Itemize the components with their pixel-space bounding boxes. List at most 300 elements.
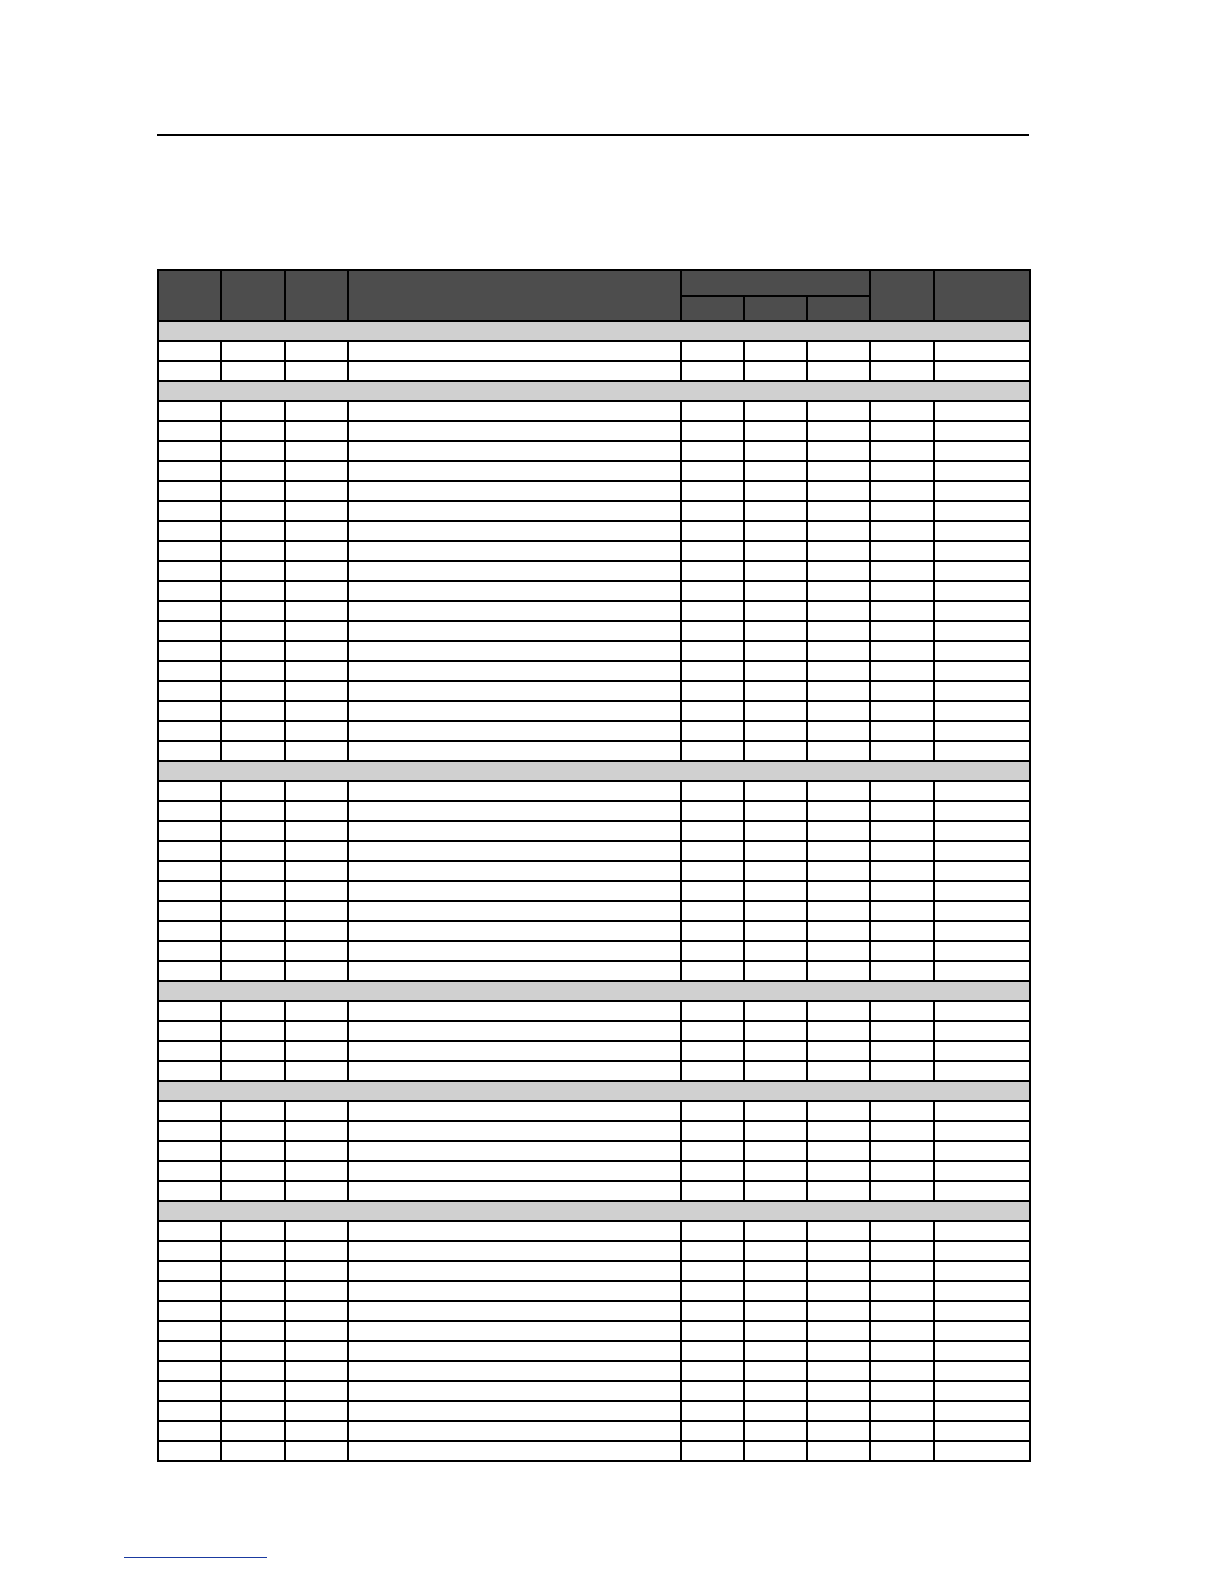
table-cell: [807, 441, 870, 461]
table-cell: [681, 1241, 744, 1261]
table-cell: [681, 561, 744, 581]
table-cell: [348, 1261, 681, 1281]
table-cell: [348, 821, 681, 841]
table-cell: [285, 781, 348, 801]
table-cell: [221, 1441, 285, 1461]
table-cell: [221, 501, 285, 521]
table-cell: [744, 481, 807, 501]
table-cell: [158, 801, 221, 821]
table-cell: [221, 481, 285, 501]
table-cell: [348, 621, 681, 641]
table-cell: [285, 1441, 348, 1461]
table-cell: [807, 681, 870, 701]
table-cell: [158, 741, 221, 761]
table-cell: [158, 1041, 221, 1061]
table-cell: [807, 881, 870, 901]
table-cell: [807, 1441, 870, 1461]
table-cell: [744, 461, 807, 481]
table-cell: [285, 521, 348, 541]
table-cell: [744, 821, 807, 841]
table-cell: [285, 901, 348, 921]
table-row: [158, 841, 1030, 861]
table-cell: [681, 1281, 744, 1301]
table-cell: [681, 1121, 744, 1141]
table-cell: [158, 561, 221, 581]
table-cell: [870, 1381, 934, 1401]
table-cell: [744, 341, 807, 361]
table-cell: [681, 861, 744, 881]
table-cell: [221, 541, 285, 561]
table-cell: [870, 1321, 934, 1341]
section-row: [158, 321, 1030, 341]
table-cell: [681, 461, 744, 481]
table-row: [158, 1421, 1030, 1441]
table-cell: [934, 1341, 1030, 1361]
table-cell: [285, 1001, 348, 1021]
table-cell: [681, 501, 744, 521]
table-cell: [221, 1241, 285, 1261]
table-cell: [221, 1381, 285, 1401]
table-cell: [681, 421, 744, 441]
table-cell: [870, 1141, 934, 1161]
table-cell: [158, 921, 221, 941]
table-cell: [285, 921, 348, 941]
table-cell: [285, 1141, 348, 1161]
table-row: [158, 1101, 1030, 1121]
table-cell: [934, 481, 1030, 501]
table-cell: [348, 921, 681, 941]
table-cell: [158, 1161, 221, 1181]
table-cell: [807, 1021, 870, 1041]
table-cell: [807, 361, 870, 381]
data-table: [157, 269, 1031, 1462]
table-cell: [744, 1441, 807, 1461]
table-cell: [870, 1361, 934, 1381]
section-row: [158, 381, 1030, 401]
table-cell: [870, 1421, 934, 1441]
table-cell: [348, 1141, 681, 1161]
table-cell: [934, 921, 1030, 941]
table-cell: [348, 681, 681, 701]
table-cell: [285, 341, 348, 361]
table-cell: [158, 361, 221, 381]
table-cell: [870, 1061, 934, 1081]
table-cell: [870, 1341, 934, 1361]
table-cell: [285, 581, 348, 601]
table-cell: [807, 401, 870, 421]
table-cell: [348, 421, 681, 441]
table-cell: [681, 801, 744, 821]
table-cell: [221, 681, 285, 701]
table-cell: [870, 701, 934, 721]
table-cell: [285, 1161, 348, 1181]
table-cell: [681, 681, 744, 701]
table-cell: [285, 1061, 348, 1081]
header-col-9: [934, 270, 1030, 321]
table-cell: [870, 421, 934, 441]
table-cell: [285, 1241, 348, 1261]
table-cell: [870, 461, 934, 481]
table-cell: [870, 881, 934, 901]
table-cell: [285, 1121, 348, 1141]
table-cell: [681, 661, 744, 681]
table-cell: [934, 941, 1030, 961]
table-row: [158, 921, 1030, 941]
table-cell: [348, 861, 681, 881]
table-cell: [348, 401, 681, 421]
table-cell: [807, 581, 870, 601]
table-row: [158, 961, 1030, 981]
table-row: [158, 1021, 1030, 1041]
table-cell: [221, 881, 285, 901]
table-cell: [158, 701, 221, 721]
table-cell: [681, 1441, 744, 1461]
table-cell: [807, 1401, 870, 1421]
table-cell: [807, 1241, 870, 1261]
table-cell: [681, 881, 744, 901]
table-cell: [158, 1141, 221, 1161]
table-cell: [285, 1181, 348, 1201]
table-cell: [285, 1321, 348, 1341]
table-row: [158, 441, 1030, 461]
table-row: [158, 1381, 1030, 1401]
table-cell: [681, 1061, 744, 1081]
table-cell: [348, 581, 681, 601]
table-cell: [744, 621, 807, 641]
header-col-1: [158, 270, 221, 321]
table-cell: [807, 921, 870, 941]
table-cell: [807, 701, 870, 721]
table-cell: [934, 1181, 1030, 1201]
table-cell: [870, 941, 934, 961]
table-cell: [158, 861, 221, 881]
header-col-8: [870, 270, 934, 321]
table-cell: [934, 361, 1030, 381]
table-cell: [681, 341, 744, 361]
table-row: [158, 621, 1030, 641]
table-cell: [807, 1341, 870, 1361]
table-cell: [681, 1221, 744, 1241]
table-cell: [285, 861, 348, 881]
table-cell: [870, 861, 934, 881]
table-row: [158, 881, 1030, 901]
table-cell: [870, 1301, 934, 1321]
table-cell: [807, 1221, 870, 1241]
table-cell: [744, 421, 807, 441]
table-cell: [158, 681, 221, 701]
table-cell: [158, 461, 221, 481]
table-cell: [158, 881, 221, 901]
table-row: [158, 1341, 1030, 1361]
table-cell: [681, 741, 744, 761]
table-cell: [807, 1041, 870, 1061]
table-cell: [870, 921, 934, 941]
table-cell: [870, 1161, 934, 1181]
table-cell: [348, 341, 681, 361]
table-cell: [934, 881, 1030, 901]
table-cell: [348, 441, 681, 461]
table-cell: [870, 341, 934, 361]
table-cell: [934, 1301, 1030, 1321]
table-cell: [681, 1421, 744, 1441]
table-cell: [221, 1141, 285, 1161]
table-row: [158, 501, 1030, 521]
table-cell: [744, 961, 807, 981]
table-cell: [934, 341, 1030, 361]
table-cell: [807, 1001, 870, 1021]
table-cell: [934, 741, 1030, 761]
table-row: [158, 1241, 1030, 1261]
table-cell: [681, 1101, 744, 1121]
table-cell: [221, 441, 285, 461]
table-cell: [348, 741, 681, 761]
table-cell: [285, 881, 348, 901]
table-cell: [221, 821, 285, 841]
table-cell: [934, 781, 1030, 801]
table-cell: [681, 921, 744, 941]
table-cell: [870, 801, 934, 821]
table-row: [158, 681, 1030, 701]
table-cell: [807, 821, 870, 841]
table-cell: [221, 661, 285, 681]
table-row: [158, 1441, 1030, 1461]
table-row: [158, 461, 1030, 481]
table-cell: [285, 1401, 348, 1421]
table-cell: [158, 661, 221, 681]
table-cell: [807, 1061, 870, 1081]
table-cell: [744, 1341, 807, 1361]
table-cell: [158, 1341, 221, 1361]
table-cell: [934, 961, 1030, 981]
table-cell: [934, 1221, 1030, 1241]
table-cell: [681, 1361, 744, 1381]
table-cell: [158, 1241, 221, 1261]
table-cell: [807, 501, 870, 521]
table-cell: [934, 1401, 1030, 1421]
table-cell: [221, 721, 285, 741]
table-cell: [870, 1261, 934, 1281]
table-cell: [807, 421, 870, 441]
table-cell: [681, 901, 744, 921]
table-cell: [348, 1381, 681, 1401]
table-cell: [934, 841, 1030, 861]
table-cell: [681, 621, 744, 641]
table-row: [158, 901, 1030, 921]
table-cell: [934, 1161, 1030, 1181]
table-cell: [744, 1401, 807, 1421]
table-cell: [934, 601, 1030, 621]
header-col-3: [285, 270, 348, 321]
table-cell: [348, 641, 681, 661]
table-cell: [934, 1381, 1030, 1401]
table-cell: [285, 1261, 348, 1281]
table-cell: [744, 1381, 807, 1401]
table-cell: [934, 821, 1030, 841]
header-col-4: [348, 270, 681, 321]
table-cell: [744, 1301, 807, 1321]
table-row: [158, 801, 1030, 821]
table-cell: [221, 361, 285, 381]
table-cell: [681, 1401, 744, 1421]
table-cell: [681, 1021, 744, 1041]
table-cell: [934, 1321, 1030, 1341]
table-row: [158, 1301, 1030, 1321]
table-cell: [158, 1401, 221, 1421]
table-cell: [870, 481, 934, 501]
table-cell: [681, 1161, 744, 1181]
table-cell: [158, 1321, 221, 1341]
table-cell: [807, 841, 870, 861]
table-cell: [285, 661, 348, 681]
table-cell: [934, 901, 1030, 921]
table-cell: [221, 1001, 285, 1021]
table-cell: [807, 1141, 870, 1161]
table-cell: [744, 1141, 807, 1161]
table-cell: [348, 1041, 681, 1061]
table-cell: [744, 1001, 807, 1021]
section-row: [158, 1201, 1030, 1221]
table-cell: [744, 1241, 807, 1261]
table-cell: [348, 1121, 681, 1141]
table-cell: [348, 881, 681, 901]
table-cell: [158, 441, 221, 461]
table-cell: [285, 641, 348, 661]
table-cell: [285, 501, 348, 521]
table-cell: [807, 341, 870, 361]
table-cell: [221, 621, 285, 641]
table-cell: [934, 1121, 1030, 1141]
table-row: [158, 1181, 1030, 1201]
table-cell: [285, 561, 348, 581]
table-cell: [870, 621, 934, 641]
header-group: [681, 270, 870, 296]
table-row: [158, 741, 1030, 761]
table-cell: [158, 481, 221, 501]
table-cell: [934, 501, 1030, 521]
table-cell: [681, 841, 744, 861]
table-cell: [221, 341, 285, 361]
table-cell: [870, 501, 934, 521]
table-cell: [681, 481, 744, 501]
table-cell: [285, 1041, 348, 1061]
table-cell: [870, 1181, 934, 1201]
table-row: [158, 521, 1030, 541]
table-cell: [870, 641, 934, 661]
header-sub-3: [807, 296, 870, 321]
table-row: [158, 1041, 1030, 1061]
table-cell: [934, 561, 1030, 581]
table-cell: [221, 901, 285, 921]
table-cell: [285, 941, 348, 961]
table-cell: [934, 1241, 1030, 1261]
table-cell: [934, 1001, 1030, 1021]
table-cell: [285, 1341, 348, 1361]
table-cell: [744, 561, 807, 581]
table-cell: [158, 721, 221, 741]
table-cell: [744, 1261, 807, 1281]
table-cell: [681, 401, 744, 421]
table-cell: [807, 621, 870, 641]
table-cell: [221, 1321, 285, 1341]
table-cell: [681, 1001, 744, 1021]
table-cell: [221, 1261, 285, 1281]
table-row: [158, 1321, 1030, 1341]
table-cell: [934, 621, 1030, 641]
table-cell: [870, 1101, 934, 1121]
table-cell: [870, 521, 934, 541]
table-cell: [744, 1041, 807, 1061]
table-cell: [744, 1221, 807, 1241]
table-cell: [221, 561, 285, 581]
table-row: [158, 781, 1030, 801]
table-cell: [934, 581, 1030, 601]
table-cell: [221, 801, 285, 821]
table-cell: [807, 1421, 870, 1441]
header-sub-2: [744, 296, 807, 321]
table-cell: [348, 361, 681, 381]
table-cell: [285, 481, 348, 501]
table-cell: [681, 541, 744, 561]
table-cell: [348, 541, 681, 561]
table-cell: [934, 721, 1030, 741]
table-cell: [221, 961, 285, 981]
table-cell: [744, 701, 807, 721]
table-cell: [807, 961, 870, 981]
table-cell: [158, 341, 221, 361]
table-cell: [934, 461, 1030, 481]
table-cell: [681, 641, 744, 661]
table-cell: [285, 541, 348, 561]
table-row: [158, 581, 1030, 601]
table-cell: [870, 1401, 934, 1421]
table-cell: [221, 1161, 285, 1181]
table-cell: [158, 401, 221, 421]
table-cell: [744, 441, 807, 461]
table-cell: [158, 1381, 221, 1401]
table-cell: [285, 801, 348, 821]
table-cell: [807, 1361, 870, 1381]
page-title: [157, 150, 1029, 240]
table-cell: [934, 1281, 1030, 1301]
table-cell: [158, 541, 221, 561]
table-cell: [744, 741, 807, 761]
table-cell: [744, 661, 807, 681]
table-row: [158, 821, 1030, 841]
table-cell: [158, 1281, 221, 1301]
table-cell: [744, 861, 807, 881]
table-cell: [744, 581, 807, 601]
table-cell: [348, 701, 681, 721]
section-label: [158, 981, 1030, 1001]
table-cell: [158, 1121, 221, 1141]
table-cell: [807, 1301, 870, 1321]
table-cell: [744, 721, 807, 741]
table-cell: [870, 1021, 934, 1041]
table-cell: [221, 1341, 285, 1361]
table-cell: [807, 641, 870, 661]
table-cell: [285, 961, 348, 981]
table-cell: [158, 1001, 221, 1021]
table-cell: [158, 1181, 221, 1201]
table-row: [158, 1141, 1030, 1161]
table-cell: [807, 541, 870, 561]
table-cell: [158, 641, 221, 661]
table-cell: [681, 1321, 744, 1341]
table-cell: [807, 1381, 870, 1401]
table-cell: [285, 401, 348, 421]
table-cell: [221, 781, 285, 801]
table-cell: [744, 1361, 807, 1381]
